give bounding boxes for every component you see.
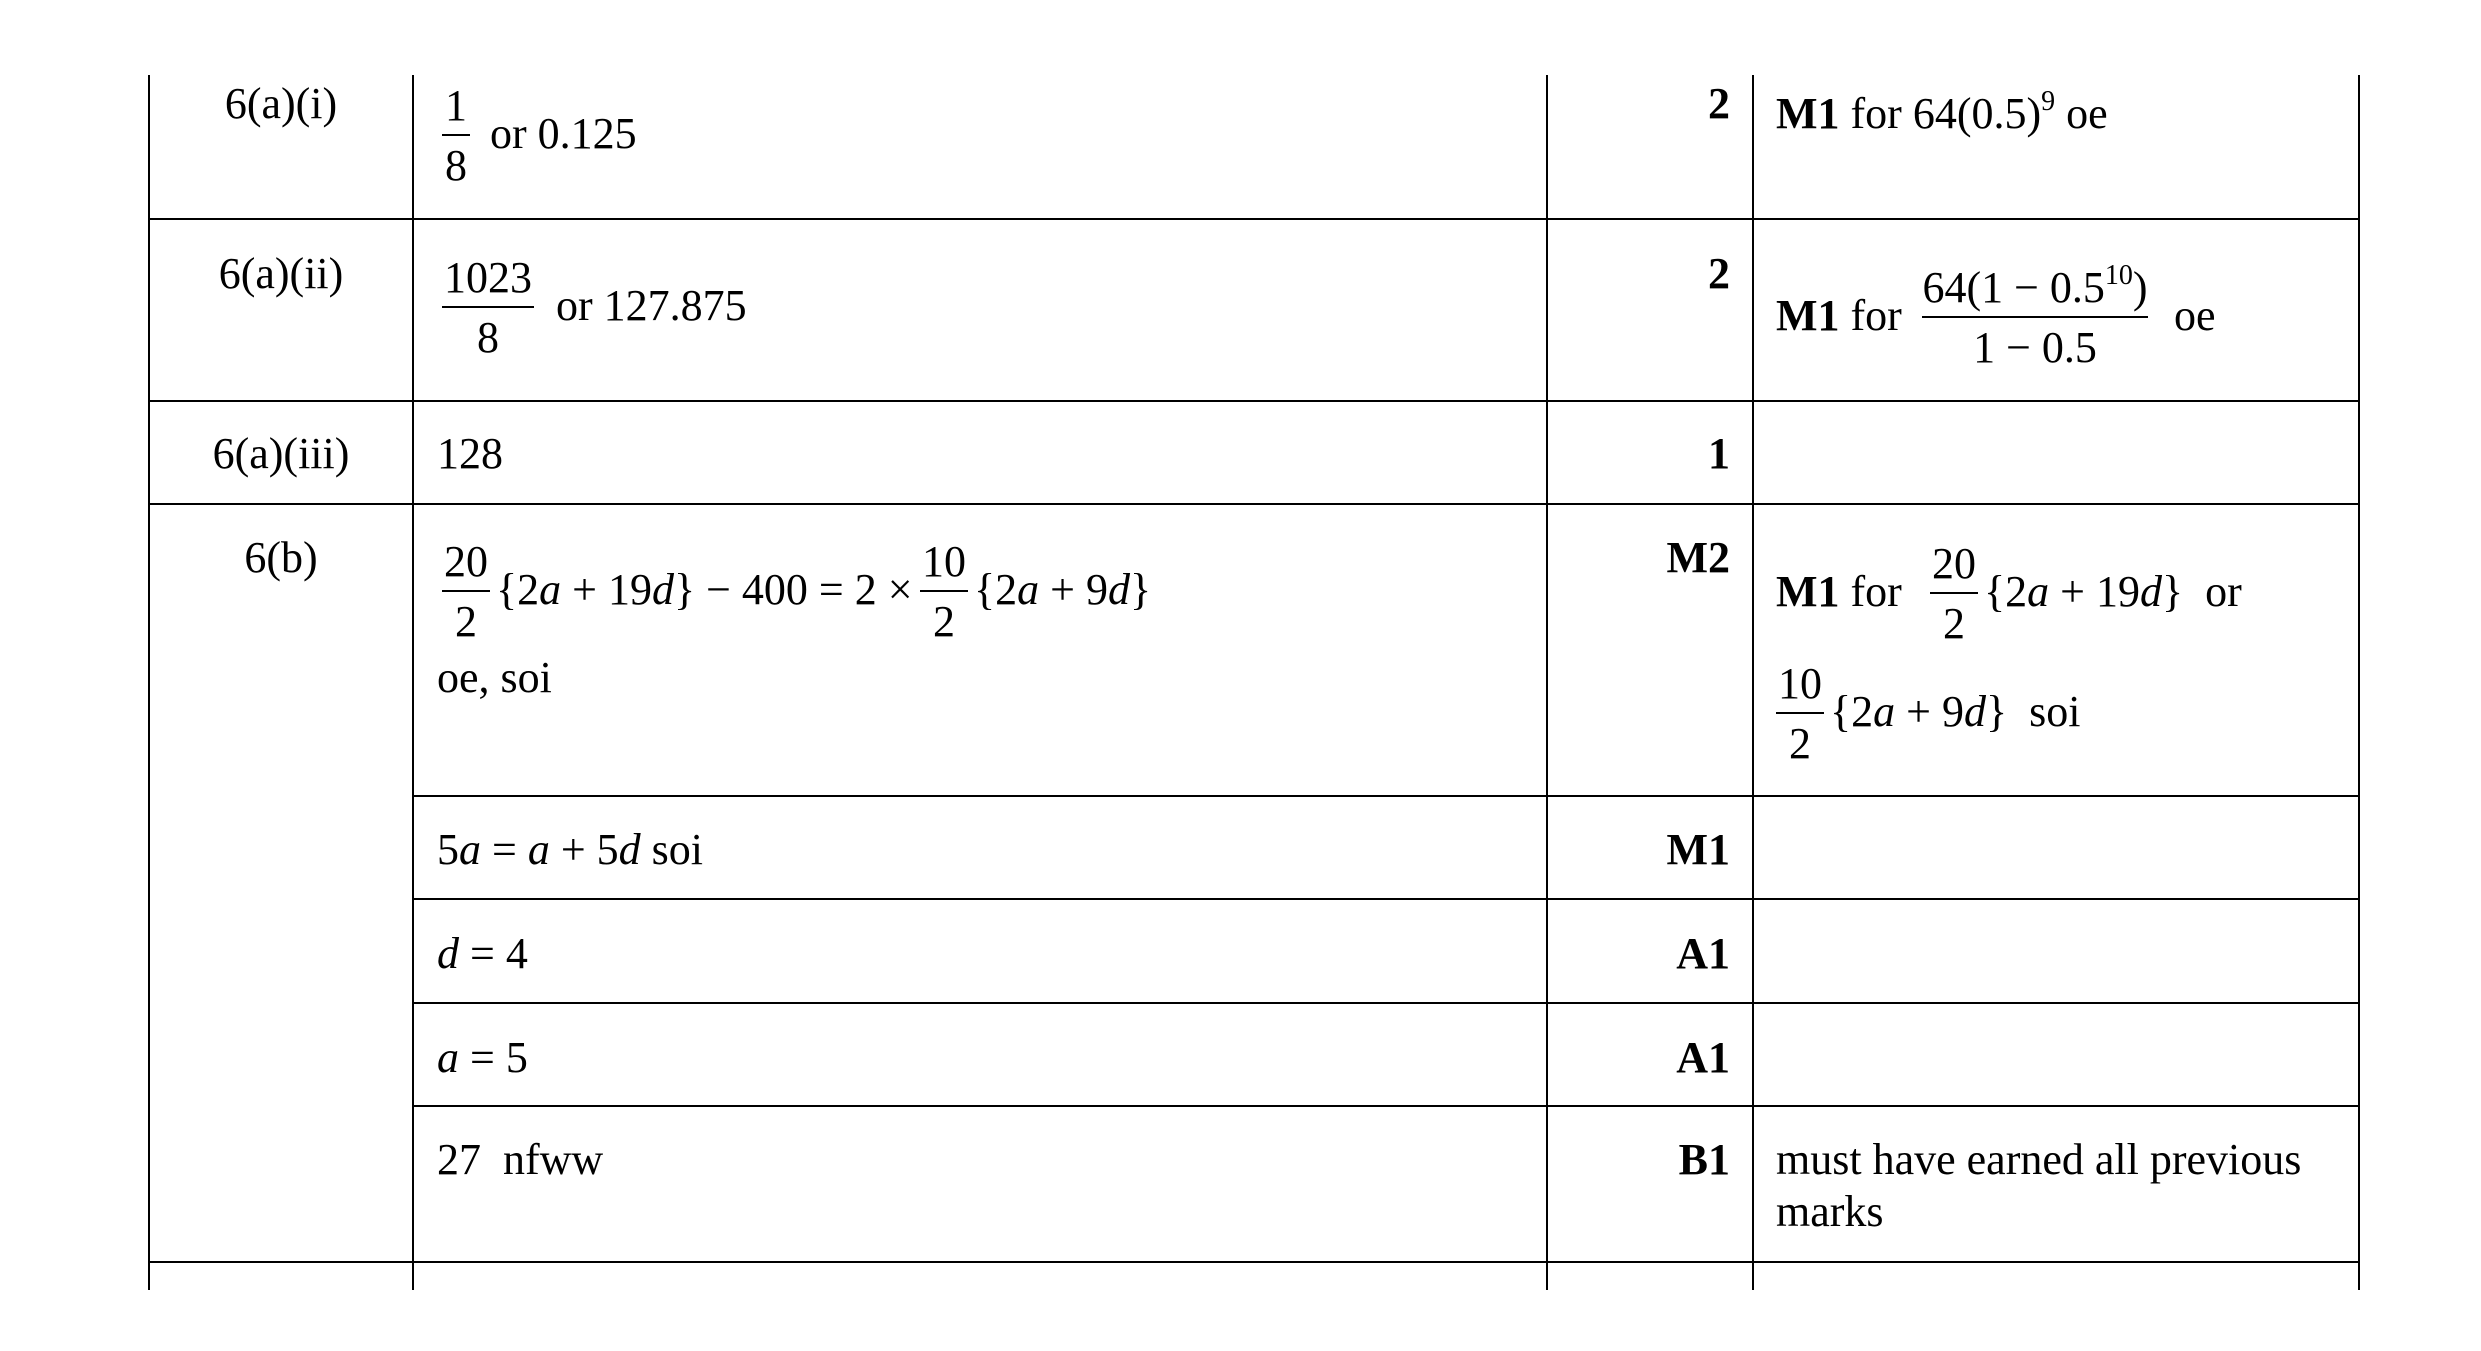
equation-value: = 4 — [459, 929, 528, 978]
fraction-bar — [1776, 712, 1824, 714]
variable-a: a — [437, 1033, 459, 1082]
column-divider — [412, 75, 414, 1290]
variable-d: d — [2139, 567, 2162, 616]
answer-note: oe, soi — [437, 653, 552, 702]
expression-middle: + 19 — [2049, 567, 2140, 616]
fraction-bar — [442, 306, 534, 308]
brace-close: } — [673, 565, 696, 614]
guidance-fraction — [1930, 539, 1978, 648]
answer-expression — [437, 929, 528, 978]
brace-close: } — [2161, 567, 2184, 616]
answer-fraction — [442, 81, 470, 190]
numerator-text: 64(1 − 0.5 — [1922, 263, 2105, 312]
brace-open: {2 — [974, 565, 1018, 614]
fraction-numerator: 10 — [1778, 659, 1822, 708]
equation-value: = 5 — [459, 1033, 528, 1082]
answer-fraction — [442, 253, 534, 362]
variable-d: d — [437, 929, 459, 978]
brace-close: } — [1985, 687, 2008, 736]
variable-d: d — [1963, 687, 1986, 736]
guidance-prefix — [1776, 567, 1902, 616]
fraction-numerator: 1 — [445, 81, 467, 130]
fraction-numerator: 1023 — [444, 253, 532, 302]
variable-d: d — [618, 825, 641, 874]
question-number: 6(a)(ii) — [218, 249, 344, 298]
expression-middle: + 9 — [1895, 687, 1964, 736]
fraction-bar — [1930, 592, 1978, 594]
fraction-denominator: 8 — [445, 141, 467, 190]
guidance-text: must have earned all previous — [1776, 1135, 2302, 1184]
brace-open: {2 — [1830, 687, 1874, 736]
guidance-text: marks — [1776, 1187, 1884, 1236]
question-number: 6(a)(i) — [224, 79, 338, 128]
guidance-word: for — [1850, 291, 1902, 340]
row-divider — [148, 400, 2360, 402]
variable-d: d — [651, 565, 674, 614]
fraction-bar — [1922, 316, 2148, 318]
fraction-denominator: 1 − 0.5 — [1973, 323, 2097, 372]
mark-value: B1 — [1678, 1135, 1730, 1184]
equation-middle: − 400 = 2 × — [706, 565, 913, 614]
answer-fraction — [442, 537, 490, 646]
numerator-close: ) — [2132, 263, 2148, 312]
mark-value: 2 — [1708, 249, 1730, 298]
answer-expression — [496, 565, 913, 614]
variable-a: a — [1017, 565, 1040, 614]
mark-value: 2 — [1708, 79, 1730, 128]
brace-close: } — [1129, 565, 1152, 614]
mark-value: M2 — [1666, 533, 1730, 582]
guidance-expression: 64(0.5) — [1912, 89, 2042, 138]
variable-a: a — [2027, 567, 2050, 616]
fraction-bar — [442, 590, 490, 592]
fraction-denominator: 2 — [1789, 719, 1811, 768]
soi-note: soi — [640, 825, 704, 874]
brace-open: {2 — [1984, 567, 2028, 616]
fraction-numerator — [1922, 260, 2148, 312]
equals: = — [481, 825, 528, 874]
guidance-word: for — [1850, 89, 1902, 138]
fraction-numerator: 10 — [922, 537, 966, 586]
fraction-denominator: 2 — [455, 597, 477, 646]
row-divider — [413, 795, 2360, 797]
guidance-expression — [1830, 687, 2081, 736]
variable-a: a — [527, 825, 550, 874]
guidance-fraction — [1922, 260, 2148, 372]
answer-text: 128 — [437, 429, 503, 478]
mark-value: M1 — [1666, 825, 1730, 874]
column-divider — [1752, 75, 1754, 1290]
fraction-denominator: 8 — [477, 313, 499, 362]
expression-middle: + 19 — [561, 565, 652, 614]
variable-a: a — [539, 565, 562, 614]
mark-label: M1 — [1776, 567, 1840, 616]
guidance-soi: soi — [2029, 687, 2081, 736]
mark-label: M1 — [1776, 291, 1840, 340]
fraction-numerator: 20 — [1932, 539, 1976, 588]
row-divider — [148, 503, 2360, 505]
row-divider — [148, 218, 2360, 220]
guidance-text — [1776, 86, 2108, 138]
expression-middle: + 9 — [1039, 565, 1108, 614]
answer-expression — [437, 825, 704, 874]
variable-d: d — [1107, 565, 1130, 614]
guidance-or: or — [2205, 567, 2242, 616]
variable-a: a — [1873, 687, 1896, 736]
answer-fraction — [920, 537, 968, 646]
coefficient: 5 — [437, 825, 459, 874]
mark-value: A1 — [1676, 929, 1730, 978]
fraction-bar — [442, 134, 470, 136]
mark-value: 1 — [1708, 429, 1730, 478]
fraction-bar — [920, 590, 968, 592]
guidance-expression — [1984, 567, 2242, 616]
fraction-numerator: 20 — [444, 537, 488, 586]
mark-label: M1 — [1776, 89, 1840, 138]
row-divider — [413, 898, 2360, 900]
exponent: 9 — [2041, 86, 2056, 117]
question-number: 6(b) — [244, 533, 318, 582]
brace-open: {2 — [496, 565, 540, 614]
answer-text: or 0.125 — [490, 109, 637, 158]
answer-expression — [437, 1033, 528, 1082]
fraction-denominator: 2 — [1943, 599, 1965, 648]
mark-value: A1 — [1676, 1033, 1730, 1082]
fraction-denominator: 2 — [933, 597, 955, 646]
exponent: 10 — [2104, 260, 2133, 291]
guidance-prefix — [1776, 291, 1902, 340]
column-divider — [2358, 75, 2360, 1290]
row-divider — [413, 1105, 2360, 1107]
answer-expression — [974, 565, 1152, 614]
guidance-suffix: oe — [2174, 291, 2216, 340]
answer-text: 27 nfww — [437, 1135, 604, 1184]
guidance-suffix: oe — [2066, 89, 2108, 138]
answer-text: or 127.875 — [556, 281, 747, 330]
variable-a: a — [459, 825, 481, 874]
guidance-word: for — [1850, 567, 1902, 616]
row-divider — [148, 1261, 2360, 1263]
question-number: 6(a)(iii) — [212, 429, 350, 478]
row-divider — [413, 1002, 2360, 1004]
plus-term: + 5 — [549, 825, 619, 874]
guidance-fraction — [1776, 659, 1824, 768]
